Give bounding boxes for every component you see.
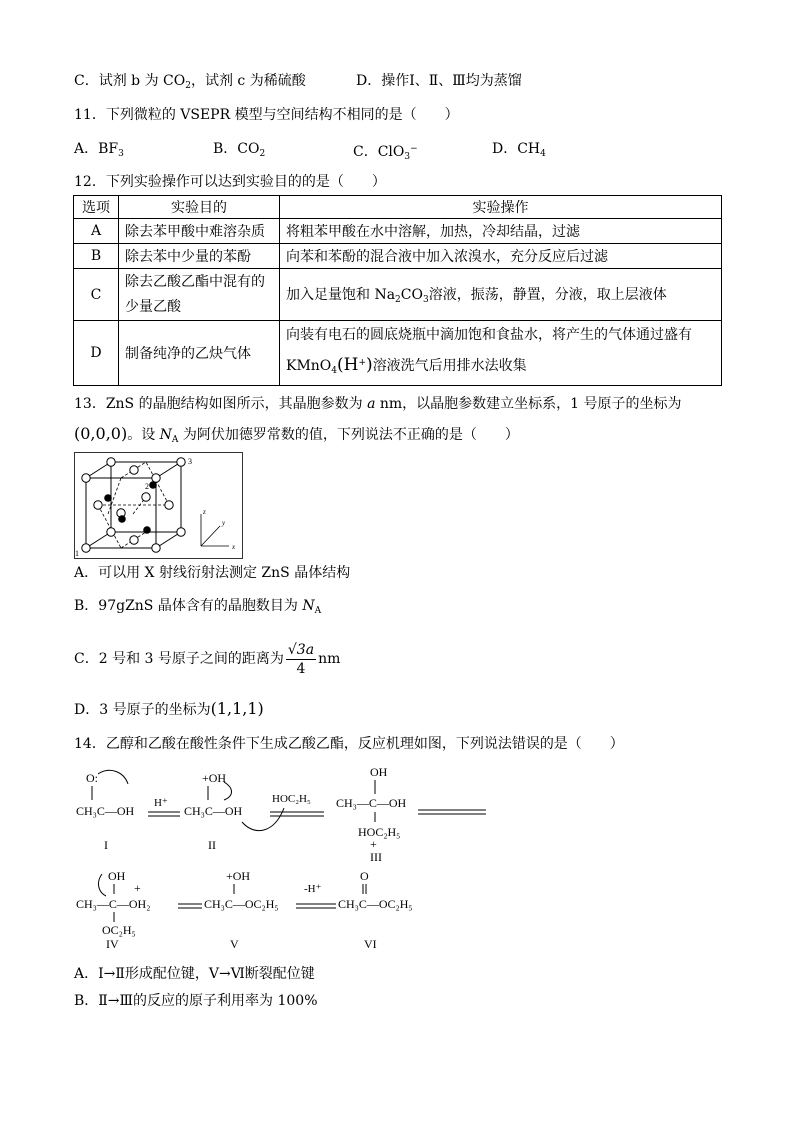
svg-text:CH₃—C—OH₂: CH₃—C—OH₂ xyxy=(76,897,151,911)
distance-fraction: $\frac{√3a}{4}$ xyxy=(287,641,315,677)
table-row xyxy=(74,321,722,386)
row-operation: 向苯和苯酚的混合液中加入浓溴水，充分反应后过滤 xyxy=(280,244,722,269)
table-row xyxy=(74,244,722,269)
table-row xyxy=(74,269,722,321)
header-option: 选项 xyxy=(74,196,119,219)
svg-text:III: III xyxy=(370,850,382,864)
svg-text:VI: VI xyxy=(364,937,377,951)
svg-text:+: + xyxy=(134,881,141,895)
q11-option-a: A．$BF_3$ xyxy=(74,141,124,159)
q13-option-b: B．97gZnS 晶体含有的晶胞数目为 $N_A$ xyxy=(74,598,322,616)
svg-text:OH: OH xyxy=(108,869,126,883)
svg-text:V: V xyxy=(230,937,239,951)
atom-3 xyxy=(177,458,185,466)
row-goal: 制备纯净的乙炔气体 xyxy=(119,321,280,386)
svg-text:H⁺: H⁺ xyxy=(154,797,168,809)
svg-text:OH: OH xyxy=(370,765,388,779)
zns-unit-cell-figure xyxy=(74,452,244,560)
row-option: C xyxy=(74,269,119,321)
row-goal: 除去乙酸乙酯中混有的少量乙酸 xyxy=(119,269,280,321)
row-option: D xyxy=(74,321,119,386)
esterification-mechanism-scheme xyxy=(74,762,494,952)
atom-2 xyxy=(149,481,157,489)
row-operation: 向装有电石的圆底烧瓶中滴加饱和食盐水，将产生的气体通过盛有 KMnO$_4$(H+)溶液洗气后用排水法收集 xyxy=(280,321,722,386)
svg-text:-H⁺: -H⁺ xyxy=(304,883,322,895)
header-operation: 实验操作 xyxy=(280,196,722,219)
label-atom-2: 2 xyxy=(145,482,149,491)
svg-text:O: O xyxy=(360,869,369,883)
row-goal: 除去苯中少量的苯酚 xyxy=(119,244,280,269)
row-operation: 将粗苯甲酸在水中溶解，加热，冷却结晶，过滤 xyxy=(280,219,722,244)
q11-stem: 11．下列微粒的 VSEPR 模型与空间结构不相同的是（ ） xyxy=(74,107,459,123)
q13-option-d: D．3 号原子的坐标为(1,1,1) xyxy=(74,699,264,718)
q11-option-d: D．$CH_4$ xyxy=(492,141,546,159)
label-atom-3: 3 xyxy=(188,457,192,466)
svg-text:+OH: +OH xyxy=(202,771,227,785)
q10-option-d: D．操作Ⅰ、Ⅱ、Ⅲ均为蒸馏 xyxy=(356,73,522,89)
row-goal: 除去苯甲酸中难溶杂质 xyxy=(119,219,280,244)
svg-text:OC₂H₅: OC₂H₅ xyxy=(102,923,136,937)
row-option: A xyxy=(74,219,119,244)
table-row xyxy=(74,219,722,244)
svg-text:+: + xyxy=(370,837,377,851)
svg-text:IV: IV xyxy=(106,937,119,951)
q13-option-c: C．2 号和 3 号原子之间的距离为 $\frac{√3a}{4}$ nm xyxy=(74,641,341,677)
q13-option-a: A．可以用 X 射线衍射法测定 ZnS 晶体结构 xyxy=(74,565,351,581)
q14-stem: 14．乙醇和乙酸在酸性条件下生成乙酸乙酯，反应机理如图，下列说法错误的是（ ） xyxy=(74,736,624,752)
row-option: B xyxy=(74,244,119,269)
svg-text:CH₃C—OC₂H₅: CH₃C—OC₂H₅ xyxy=(338,897,413,911)
atom-1 xyxy=(82,544,90,552)
label-atom-1: 1 xyxy=(75,549,79,558)
q13-stem-line2: (0,0,0)。设 $N_A$ 为阿伏加德罗常数的值，下列说法不正确的是（ ） xyxy=(74,424,519,445)
q14-option-a: A．Ⅰ→Ⅱ形成配位键，Ⅴ→Ⅵ断裂配位键 xyxy=(74,966,315,982)
q11-option-b: B．$CO_2$ xyxy=(213,141,266,159)
svg-text:HOC₂H₅: HOC₂H₅ xyxy=(272,793,311,805)
svg-text:CH₃C—OC₂H₅: CH₃C—OC₂H₅ xyxy=(204,897,279,911)
svg-text:HOC₂H₅: HOC₂H₅ xyxy=(358,825,401,839)
svg-text:z: z xyxy=(203,508,206,516)
experiment-table xyxy=(73,195,722,386)
svg-text:y: y xyxy=(222,519,226,527)
q14-option-b: B．Ⅱ→Ⅲ的反应的原子利用率为 100% xyxy=(74,993,318,1009)
q10-option-c: C．试剂 b 为 $CO_2$，试剂 c 为稀硫酸 xyxy=(74,73,306,91)
svg-text:II: II xyxy=(208,838,216,852)
q11-option-c: C．ClO$_3$− xyxy=(353,144,418,162)
q12-stem: 12．下列实验操作可以达到实验目的的是（ ） xyxy=(74,174,386,190)
svg-text:CH₃—C—OH: CH₃—C—OH xyxy=(336,796,407,810)
svg-text:x: x xyxy=(232,543,236,551)
header-goal: 实验目的 xyxy=(119,196,280,219)
svg-text:+OH: +OH xyxy=(226,869,251,883)
svg-text:CH₃C—OH: CH₃C—OH xyxy=(184,804,243,818)
svg-text:O:: O: xyxy=(86,771,98,785)
svg-text:CH₃C—OH: CH₃C—OH xyxy=(76,804,135,818)
table-header-row xyxy=(74,196,722,219)
svg-text:I: I xyxy=(104,838,108,852)
q13-stem-line1: 13．ZnS 的晶胞结构如图所示，其晶胞参数为 a nm，以晶胞参数建立坐标系，1 号原子的坐标为 xyxy=(74,396,682,412)
row-operation: 加入足量饱和 $Na_2CO_3$溶液，振荡，静置，分液，取上层液体 xyxy=(280,269,722,321)
